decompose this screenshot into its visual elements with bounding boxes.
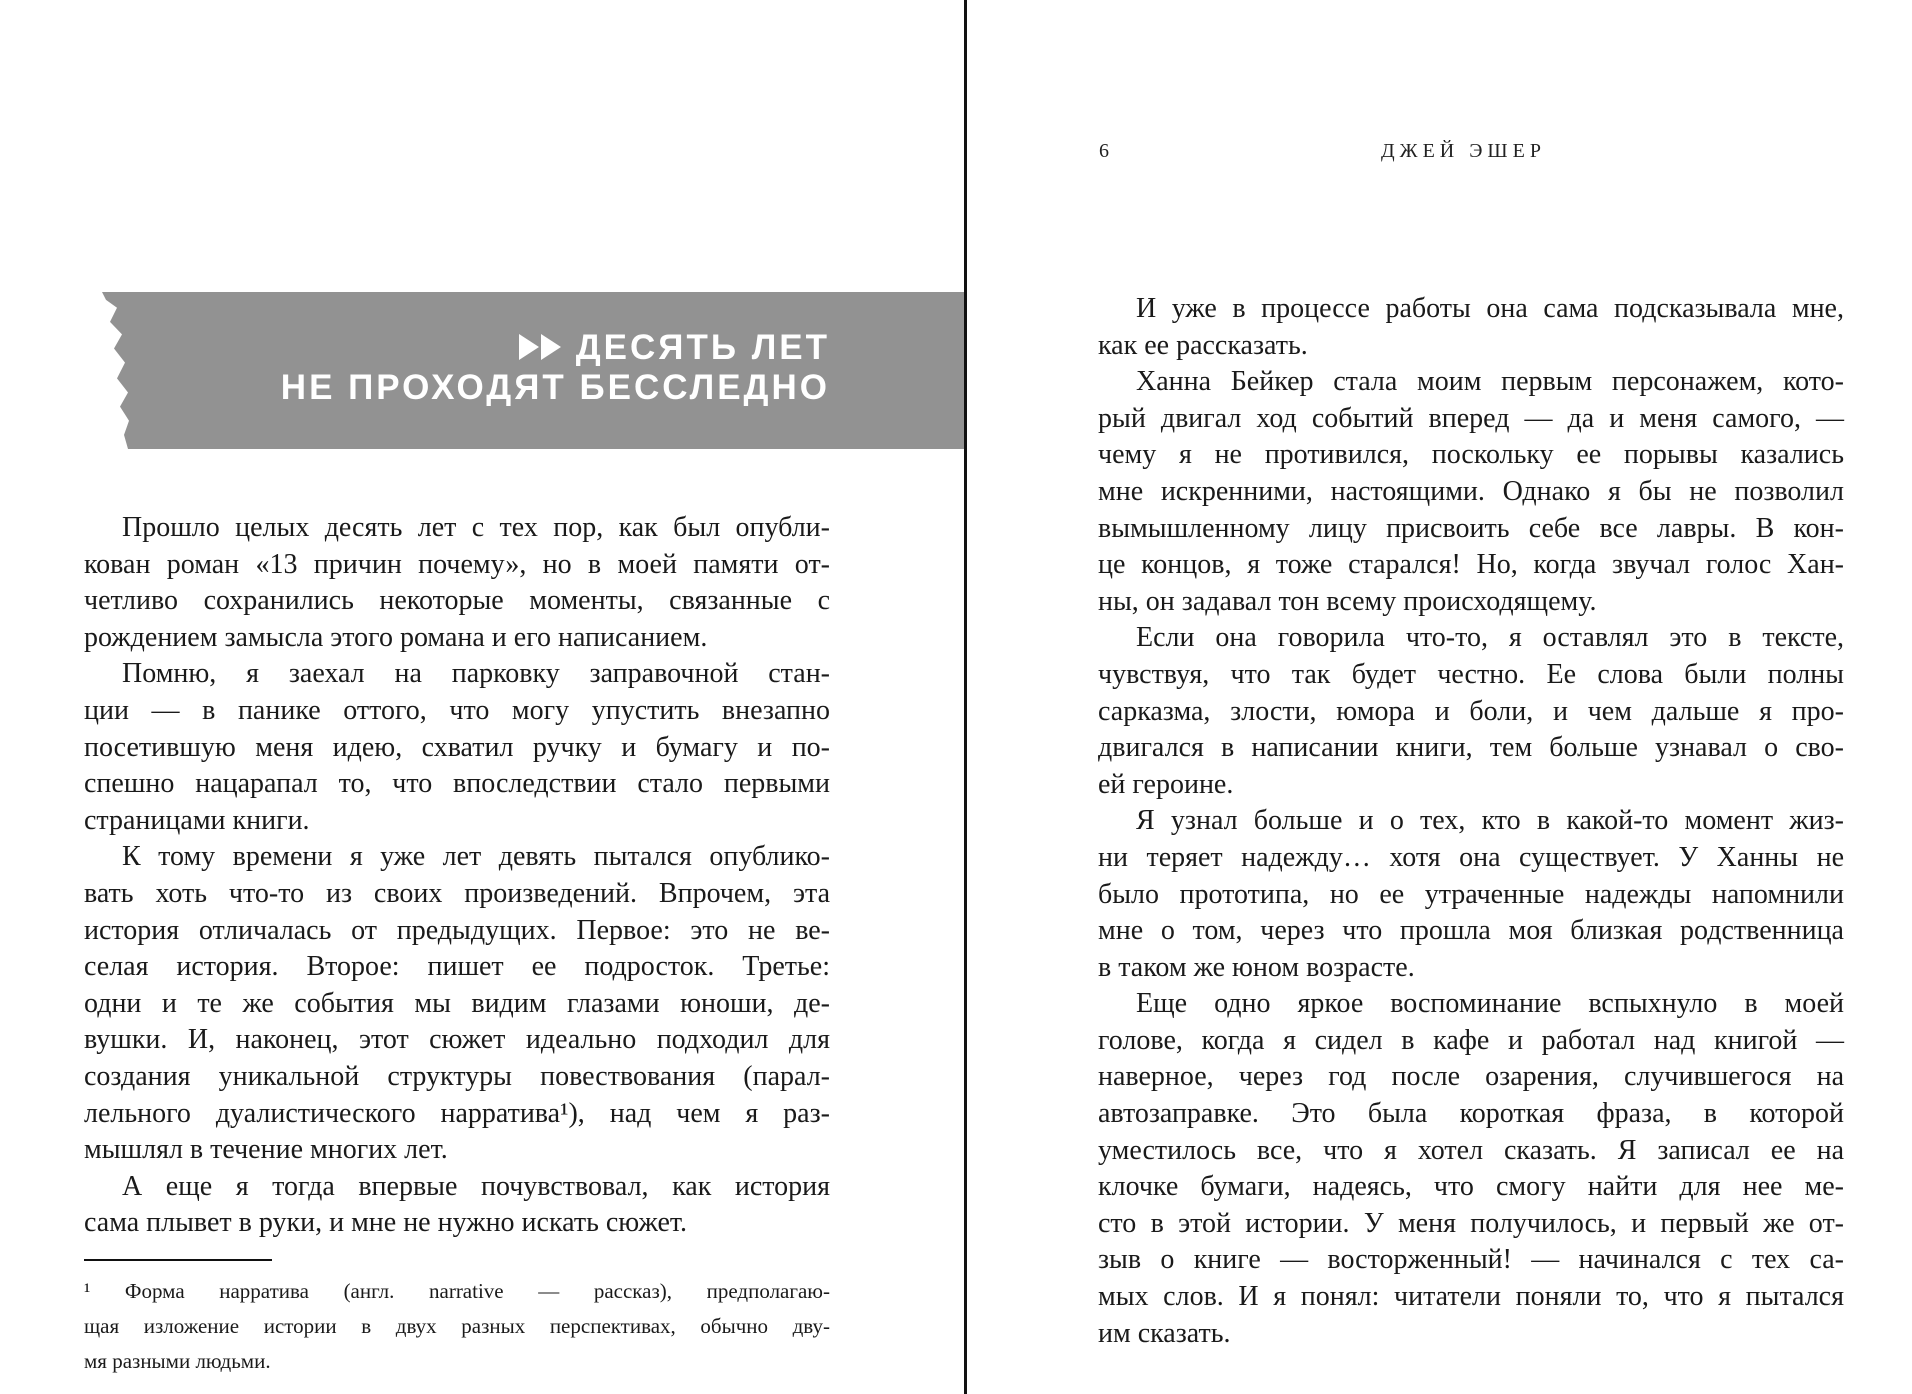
text-line: как ее рассказать. <box>1098 329 1308 361</box>
text-line: спешно нацарапал то, что впоследствии стало первыми <box>84 768 830 800</box>
text-line: чувствуя, что так будет честно. Ее слова были полны <box>1098 658 1844 690</box>
text-line: история отличалась от предыдущих. Первое: это не ве- <box>84 914 830 946</box>
text-line: зыв о книге — восторженный! — начинался с тех са- <box>1098 1244 1844 1276</box>
text-line: сарказма, злости, юмора и боли, и чем дальше я про- <box>1098 695 1844 727</box>
paragraph <box>84 1169 830 1242</box>
paragraph <box>1098 364 1844 620</box>
text-line: ны, он задавал тон всему происходящему. <box>1098 585 1597 617</box>
right-page-body <box>1098 291 1844 1352</box>
footnote-line: щая изложение истории в двух разных перспективах, обычно дву- <box>84 1314 830 1338</box>
text-line: уместилось все, что я хотел сказать. Я записал ее на <box>1098 1134 1844 1166</box>
text-line: лельного дуалистического нарратива¹), над чем я раз- <box>84 1097 830 1129</box>
text-line: в таком же юном возрасте. <box>1098 951 1415 983</box>
footnote-divider <box>84 1259 272 1261</box>
chapter-title <box>210 328 830 408</box>
text-line: рый двигал ход событий вперед — да и меня самого, — <box>1098 402 1844 434</box>
text-line: четливо сохранились некоторые моменты, связанные с <box>84 585 830 617</box>
text-line: Помню, я заехал на парковку заправочной стан- <box>122 658 830 690</box>
text-line: це концов, я тоже старался! Но, когда звучал голос Хан- <box>1098 549 1844 581</box>
paragraph <box>1098 986 1844 1352</box>
paragraph <box>84 839 830 1168</box>
left-page-body <box>84 510 830 1242</box>
text-line: Если она говорила что-то, я оставлял это в тексте, <box>1136 622 1844 654</box>
text-line: Прошло целых десять лет с тех пор, как был опубли- <box>122 512 830 543</box>
text-line: клочке бумаги, надеясь, что смогу найти для нее ме- <box>1098 1171 1844 1203</box>
text-line: двигался в написании книги, тем больше узнавал о сво- <box>1098 732 1844 764</box>
paragraph <box>1098 803 1844 986</box>
text-line: мне о том, через что прошла моя близкая родственница <box>1098 915 1844 947</box>
footnote <box>84 1274 830 1379</box>
paragraph <box>1098 620 1844 803</box>
text-line: чему я не противился, поскольку ее порывы казались <box>1098 439 1844 471</box>
chapter-title-line-2: НЕ ПРОХОДЯТ БЕССЛЕДНО <box>280 368 830 407</box>
text-line: голове, когда я сидел в кафе и работал над книгой — <box>1098 1024 1844 1056</box>
book-spine <box>964 0 967 1394</box>
text-line: Ханна Бейкер стала моим первым персонажем, кото- <box>1136 366 1844 398</box>
text-line: посетившую меня идею, схватил ручку и бумагу и по- <box>84 731 830 763</box>
paragraph <box>84 510 830 656</box>
text-line: наверное, через год после озарения, случившегося на <box>1098 1061 1844 1093</box>
text-line: Еще одно яркое воспоминание вспыхнуло в моей <box>1136 988 1844 1020</box>
text-line: И уже в процессе работы она сама подсказывала мне, <box>1136 293 1844 324</box>
text-line: вымышленному лицу присвоить себе все лавры. В кон- <box>1098 512 1844 544</box>
text-line: кован роман «13 причин почему», но в моей памяти от- <box>84 548 830 580</box>
text-line: автозаправке. Это была короткая фраза, в которой <box>1098 1098 1844 1130</box>
text-line: им сказать. <box>1098 1317 1231 1349</box>
text-line: вать хоть что-то из своих произведений. Впрочем, эта <box>84 877 830 909</box>
text-line: ей героине. <box>1098 768 1234 800</box>
text-line: мне искренними, настоящими. Однако я бы не позволил <box>1098 475 1844 507</box>
footnote-line: ¹ Форма нарратива (англ. narrative — рассказ), предполагаю- <box>84 1279 830 1303</box>
text-line: К тому времени я уже лет девять пытался опублико- <box>122 841 830 873</box>
text-line: Я узнал больше и о тех, кто в какой-то момент жиз- <box>1136 805 1844 837</box>
text-line: ции — в панике оттого, что могу упустить внезапно <box>84 694 830 726</box>
text-line: вушки. И, наконец, этот сюжет идеально подходил для <box>84 1024 830 1056</box>
text-line: было прототипа, но ее утраченные надежды напомнили <box>1098 878 1844 910</box>
page-number: 6 <box>1099 140 1114 162</box>
text-line: мых слов. И я понял: читатели поняли то, что я пытался <box>1098 1281 1844 1313</box>
chapter-title-line-1: ДЕСЯТЬ ЛЕТ <box>210 328 830 368</box>
text-line: создания уникальной структуры повествования (парал- <box>84 1060 830 1092</box>
paragraph <box>84 656 830 839</box>
text-line: мышлял в течение многих лет. <box>84 1134 448 1166</box>
text-line: страницами книги. <box>84 804 310 836</box>
text-line: сто в этой истории. У меня получилось, и первый же от- <box>1098 1207 1844 1239</box>
text-line: одни и те же события мы видим глазами юноши, де- <box>84 987 830 1019</box>
play-triangle-icon <box>541 334 561 360</box>
footnote-line: мя разными людьми. <box>84 1349 271 1373</box>
text-line: сама плывет в руки, и мне не нужно искать сюжет. <box>84 1207 688 1239</box>
paragraph <box>1098 291 1844 364</box>
text-line: рождением замысла этого романа и его написанием. <box>84 621 708 653</box>
text-line: селая история. Второе: пишет ее подросток. Третье: <box>84 951 830 983</box>
text-line: ни теряет надежду… хотя она существует. У Ханны не <box>1098 841 1844 873</box>
running-header-author: ДЖЕЙ ЭШЕР <box>1381 140 1546 162</box>
text-line: А еще я тогда впервые почувствовал, как история <box>122 1170 830 1202</box>
play-triangle-icon <box>519 334 539 360</box>
